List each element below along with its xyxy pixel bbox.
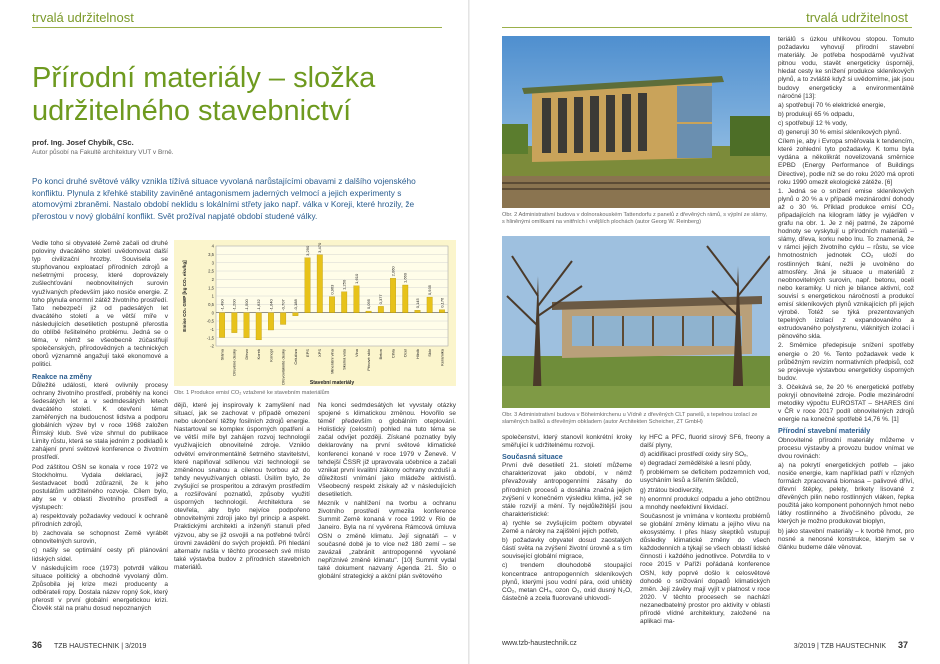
author-name: prof. Ing. Josef Chybík, CSc. <box>32 138 134 147</box>
subheading-prirodni: Přírodní stavební materiály <box>778 426 871 436</box>
data-label: 0,095 <box>366 299 372 310</box>
list-item: b) jako stavební materiály – k tvorbě hmot, pro nosné a nenosné konstrukce, kterým se v článku budeme dále věnovat. <box>778 527 914 551</box>
y-tick-label: 2,5 <box>208 268 214 274</box>
bar <box>317 255 322 313</box>
data-label: -1,040 <box>268 299 274 311</box>
paragraph: společenství, který stanovil konkrétní kroky směřující k udržitelnému rozvoji. <box>502 434 632 450</box>
paragraph: Současnost je vnímána v kontextu problémů se globální změny klimatu a jejího vlivu na ekosystémy. I přes hlasy skeptiků vstupují důsledky klimatické změny do všech každodenních a týkají se všech oblastí lidské činnosti i každého jednotlivce. Potvrdila to v roce 2015 v Paříži pořádaná konference OSN, kdy poprvé došlo k celosvětové dohodě o snižování dopadů klimatických změn. Její závěry mají vyjít v platnost v roce 2020. V těchto procesech se nachází nezanedbatelný prostor pro aktivity v oblasti přírodě vlídné architektury, založené na aplikaci ma- <box>640 512 770 626</box>
y-tick-label: 1,5 <box>208 285 214 291</box>
bar-chart <box>174 240 456 386</box>
data-label: 0,176 <box>439 297 445 308</box>
category-label: Skelná vata <box>341 349 347 370</box>
footer-url[interactable]: www.tzb-haustechnik.cz <box>502 640 577 647</box>
category-label: Keramika <box>439 349 445 366</box>
photo-tattendorf <box>502 36 770 208</box>
paragraph: První dvě desetiletí 21. století můžeme charakterizovat jako období, v němž převažovaly antropogenními zásahy do přírodních procesů a dosáhla značná jejich zvýšení v konečném výsledku klima, jež se stále rozvíjí a mění. Ty nejdůležitější jsou charakteristické: <box>502 462 632 518</box>
photo-tattendorf-image <box>502 36 770 208</box>
header-rule-left <box>32 27 442 28</box>
category-label: Sláma <box>219 349 225 361</box>
right-column-2 <box>640 434 770 640</box>
right-column-1 <box>502 434 632 640</box>
list-item: g) ztrátou biodiverzity, <box>640 486 704 494</box>
y-tick-label: 3 <box>211 260 214 266</box>
bar <box>378 306 383 312</box>
page-number: 36 <box>32 640 43 650</box>
bar <box>232 313 237 333</box>
data-label: 0,935 <box>427 285 433 296</box>
data-label: -1,200 <box>231 299 237 311</box>
paragraph: Pod záštitou OSN se konala v roce 1972 ve Stockholmu. Vydala deklaraci, jejíž šestadvacet bodů zdůraznil, že k jeho postulátům udržitelného rozvoje. Cílem bylo, aby se v oblasti životního prostředí a výstupech: <box>32 463 168 511</box>
magazine-name: TZB HAUSTECHNIK | 3/2019 <box>53 643 147 650</box>
list-item: a) na pokrytí energetických potřeb – jako nosiče energie, kam například patří v různých formách zpracovaná biomasa – palivové dříví, dřevní štěpky, pelety, brikety lisované z dřevěných pilin nebo rostlinných vláken, řepka použitá jako komponent pohonných hmot nebo látky rostlinného a živočišného původu, ze kterých je možno produkovat bioplyn, <box>778 461 914 526</box>
photo-boheimkirchen-caption: Obr. 3 Administrativní budova v Böheimkirchenu u Vídně z dřevěných CLT panelů, s tepelnou izolací ze slaměných balíků a dřevěným obkladem (autor Architekten Scheicher, ZT GmbH) <box>502 412 758 425</box>
y-tick-label: 4 <box>211 243 214 249</box>
y-tick-label: 3,5 <box>208 251 214 257</box>
y-tick-label: 0,5 <box>208 301 214 307</box>
header-rule-right <box>502 27 912 28</box>
category-label: Pěnové sklo <box>366 349 372 371</box>
author-affiliation: Autor působí na Fakultě architektury VUT v Brně. <box>32 149 174 156</box>
x-axis-label: Stavební materiály <box>309 380 355 386</box>
page-number: 37 <box>897 640 908 650</box>
list-item: b) produkují 65 % odpadu, <box>778 110 855 118</box>
list-item: ky HFC a PFC, fluorid sírový SF6, freony a další plyny, <box>640 434 770 450</box>
footer-left <box>32 640 146 650</box>
data-label: -0,188 <box>292 299 298 311</box>
y-tick-label: -1 <box>210 326 214 332</box>
chart-caption: Obr. 1 Produkce emisí CO₂ vztažené ke stavebním materiálům <box>174 390 330 396</box>
paragraph: Cílem je, aby i Evropa směřovala k tendencím, které zohlední tyto požadavky. K tomu byla vydána a několikrát novelizovaná směrnice EPBD (Energy Performance of Buildings Directive), podle níž se do roku 2020 má oproti roku 1990 omezit ekologické zátěže. [6] <box>778 138 914 186</box>
list-item: f) problémem se deficitem podzemních vod, usycháním lesů a šířením škůdců, <box>640 469 770 485</box>
data-label: 2,060 <box>390 266 396 277</box>
paragraph: dějů, které jej inspirovaly k zamyšlení nad situací, jak se zachovat v případě omezení nebo ukončení těžby fosilních zdrojů energie. Nastartoval se komplex úsporných opatření a ve větší míře byl zahájen rozvoj technologií využívajících obnovitelné zdroje. Vzniklo odvětví environmentálně šetrného stavitelství, které naplňoval sdílenou vizi technologií se změněnou snahou a cílenou tvorbou až do tehdy nevyužívaných oblastí. Úsilím bylo, že zvyšující se prosperitou a zdravým prostředím a rozšiřování poznatků, způsoby využití úsporných technologií. Architektura se otevřela, aby bylo nejvíce podpořeno obnovitelnými zdroji jako byl princip a aspekt. Praktickými architekti a inženýři stanuli před výzvou, aby se již osvojili a na potřebné tvůrčí úrovni zavádění do svých projektů. Při hledání alternativ našla v těchto procesech své místo také výstavba budov z přírodních stavebních materiálů. <box>174 402 310 571</box>
footer-right <box>794 640 908 650</box>
paragraph: teriálů s úzkou uhlíkovou stopou. Tomuto požadavku vyhovují přírodní stavební materiály. Je potřeba hospodárně využívat pitnou vodu, stavět energeticky úsporněji, hledat cesty ke snížení produkce skleníkových plynů, a to zvláště když si uvědomíme, jak jsou budovy energeticky a environmentálně náročné [13]: <box>778 36 914 100</box>
numbered-item: 3. Očekává se, že 20 % energetické potřeby pokryjí obnovitelné zdroje. Podle mezinárodní metodiky výpočtu EUROSTAT – SHARES činí v ČR v roce 2017 podíl obnovitelných zdrojů energie na konečné spotřebě 14,76 %. [1] <box>778 383 914 424</box>
y-tick-label: -1,5 <box>206 335 214 341</box>
category-label: EPS <box>304 349 310 358</box>
data-label: -1,500 <box>243 299 249 311</box>
y-tick-label: -2 <box>210 343 214 349</box>
section-label-right: trvalá udržitelnost <box>806 10 908 25</box>
section-label-left: trvalá udržitelnost <box>32 10 134 25</box>
bar <box>390 278 395 312</box>
list-item: c) spotřebují 12 % vody, <box>778 119 848 127</box>
y-axis-label: Emise CO₂ GWP [kg CO₂ ekv/kg] <box>182 260 187 332</box>
lead-paragraph: Po konci druhé světové války vznikla tížívá situace vyvolaná narůstajícími obavami z dalšího vojenského konfliktu. Plynula z křehké stability zaviněné antagonismem jaderných velmocí a jejich experimenty s atomovými zbraněmi. Nastalo období neklidu s lokálními střety jako např. válka v Koreji, které hrozily, že přerostou v nový globální konflikt. Svět prožíval napjaté období studené války. <box>32 176 416 221</box>
right-page <box>470 0 940 664</box>
category-label: Vlna <box>353 349 359 358</box>
bar <box>329 297 334 313</box>
bar <box>293 313 298 316</box>
bar <box>354 286 359 313</box>
y-tick-label: 2 <box>211 276 214 282</box>
category-label: Konopí <box>268 349 274 362</box>
data-label: -1,632 <box>256 299 262 311</box>
paragraph: Vedle toho si obyvatelé Země začali od druhé poloviny dvacátého století uvědomovat další typ civilizační hrozby. Souvisela se stupňovanou exploatací přírodních zdrojů a nešetrnými procesy, které doprovázely zušlechťování neobnovitelných surovin využívaných především jako nosiče energie. Z toho plynula enormní zátěž životního prostředí. Tato nebezpečí již od padesátých let dvacátého století a ve větší míře v následujících desetiletích postupně přerostla do oblíbě řešitelného problému. Jedná se o téma, v němž se všeobecně zúčastňují společenských, přírodovědných a technických oborů významně angažují také ekonomové a politici. <box>32 240 168 369</box>
data-label: 1,660 <box>402 272 408 283</box>
data-label: 0,963 <box>329 284 335 295</box>
list-item: e) degradací zemědělské a lesní půdy, <box>640 460 752 468</box>
list-item: h) enormní produkcí odpadu a jeho obtížnou a mnohdy neefektivní likvidací. <box>640 495 770 511</box>
list-item: a) respektovaly požadavky vedoucí k ochraně přírodních zdrojů, <box>32 513 168 529</box>
bar <box>244 313 249 338</box>
bar <box>256 313 261 340</box>
bar <box>427 297 432 313</box>
article-title: Přírodní materiály – složka udržitelného stavebnictví <box>32 62 376 127</box>
data-label: 1,610 <box>353 273 359 284</box>
bar <box>280 313 285 325</box>
list-item: c) našly se optimální cesty při plánování lidských sídel. <box>32 547 168 563</box>
left-column-1 <box>32 240 168 640</box>
subheading-reakce: Reakce na změny <box>32 371 92 381</box>
data-label: -0,707 <box>280 299 286 311</box>
bar <box>415 310 420 312</box>
magazine-name: 3/2019 | TZB HAUSTECHNIK <box>793 643 887 650</box>
category-label: Cihla <box>390 349 396 359</box>
bar <box>439 310 444 313</box>
paragraph: Důležité události, které ovlivnily procesy ochrany životního prostředí, proběhly na konci šedesátých let a v sedmdesátých letech dvacátého století. K otevření témat zaměřených na budoucnost lidstva a podporu globálních výzev byl v roce 1968 založen Římský klub. Své vize shrnul do publikace Limity růstu, která se stala jedním z podkladů k zahájení první světové konference o životním prostředí. <box>32 381 168 462</box>
bar <box>366 311 371 313</box>
left-column-2 <box>174 402 310 640</box>
data-label: 0,145 <box>414 298 420 309</box>
bar <box>268 313 273 330</box>
y-tick-label: -0,5 <box>206 318 214 324</box>
photo-boheimkirchen <box>502 236 770 408</box>
paragraph: Obnovitelné přírodní materiály můžeme v procesu výstavby a provozu budov vnímat ve dvou rovinách: <box>778 436 914 460</box>
data-label: 0,377 <box>378 294 384 305</box>
category-label: Hliník <box>414 349 420 360</box>
list-item: d) acidifikací prostředí oxidy síry SOₓ, <box>640 451 748 459</box>
data-label: 1,250 <box>341 279 347 290</box>
category-label: Ocel <box>402 349 408 358</box>
bar <box>341 292 346 313</box>
paragraph: Mezník v nahlížení na tvorbu a ochranu životního prostředí vymezila konference Summit Země konaná v roce 1992 v Rio de Janeiro. Byla na ní vyvěrena Rámcová úmluva OSN o změně klimatu. Její signatáři – v současné době je to více než 180 zemí – se zavázali „zabránit antropogenně vyvolané nepříznivé změně klimatu". [10] Summit vydal také dokument nazvaný Agenda 21. Šlo o globální strategický a akční plán světového <box>318 500 456 580</box>
list-item: b) požadavky obyvatel dosud zaostalých částí světa na zvýšení životní úrovně a s tím související globální migrace, <box>502 537 632 561</box>
bar <box>305 258 310 313</box>
category-label: Celulóza <box>292 349 298 365</box>
list-item: a) rychle se zvyšujícím počtem obyvatel Země a nároky na zajištění jejich potřeb, <box>502 519 632 536</box>
left-column-3 <box>318 402 456 640</box>
list-item: b) zachovala se schopnost Země vyrábět obnovitelných surovin, <box>32 530 168 546</box>
category-label: Korek <box>256 349 262 360</box>
y-tick-label: 1 <box>211 293 214 299</box>
category-label: Dřevěné desky <box>231 349 237 376</box>
category-label: Beton <box>378 349 384 360</box>
subheading-soucasna: Současná situace <box>502 452 563 462</box>
category-label: Sklo <box>427 349 433 357</box>
photo-tattendorf-caption: Obr. 2 Administrativní budova v dolnorakouském Tattendorfu z panelů z dřevěných rámů, s výplní ze slámy, s hliněnými omítkami na vnitřních i vnějších plochách (autor Georg W. Reinberg) <box>502 212 768 225</box>
numbered-item: 2. Směrnice předepisuje snížení spotřeby energie o 20 %. Tento požadavek vede k průběžným revizím normativních předpisů, což se projevuje výstavbou energeticky úsporných budov. <box>778 342 914 382</box>
right-column-3 <box>778 36 914 640</box>
list-item: c) trendem dlouhodobě stoupající koncentrace antropogenních skleníkových plynů, kterými jsou vodní pára, oxid uhličitý CO₂, metan CH₄, ozon O₃, oxid dusný N₂O, částečně a zcela fluorované uhlovodí- <box>502 562 632 602</box>
data-label: 3,470 <box>317 242 323 253</box>
data-label: -1,490 <box>219 299 225 311</box>
list-item: a) spotřebují 70 % elektrické energie, <box>778 101 886 109</box>
list-item: d) generují 30 % emisí skleníkových plynů. <box>778 129 902 137</box>
paragraph: Na konci sedmdesátých let vyvstaly otázky spojené s klimatickou změnou. Hovořilo se téměř především o globálním oteplování. Holistický (celostní) pohled na tuto téma se začal odvíjet později. Získané poznatky byly deklarovány na první světové klimatické konferenci konané v roce 1979 v Ženevě. V tehdejší ČSSR již upravovala učebnice a začali vznikat první kvalitní zákony ochrany ovzduší a důležitostí vnímání jako mládeže aktivistů. Všeobecný respekt získaly až v následujících desetiletích. <box>318 402 456 499</box>
category-label: Minerální vlna <box>329 349 335 374</box>
bar <box>403 285 408 313</box>
category-label: Dřevo <box>243 349 249 360</box>
photo-boheimkirchen-image <box>502 236 770 408</box>
chart-panel <box>174 240 456 386</box>
numbered-item: 1. Jedná se o snížení emise skleníkových plynů o 20 % a v případě mezinárodní dohody až o 30 %. Příklad produkce emisí CO₂ připadajících na kilogram látky je vyjádřen v grafu na obr. 1. Je z něj patrné, že záporné hodnoty se vyskytují u přírodních materiálů – slámy, dřeva, korku nebo lnu. To znamená, že v rámci jejich životního cyklu – růstu, se více hmotnostních jednotek CO₂ uloží do rostlinných tkání, nežli je uvolněno do atmosféry. Jiná je situace u materiálů z neobnovitelných surovin, např. betonu, oceli nebo keramiky. U nich je bilance aktivní, což souvisí s energetickou náročností a produkcí emisí skleníkových plynů vznikajících při jejich výrobě. Totéž se týká prezentovaných tepelných izolací z expandovaného a extrudovaného polystyrenu, vláknitých izolací i pěnového skla. <box>778 187 914 341</box>
data-label: 3,290 <box>304 245 310 256</box>
y-tick-label: 0 <box>211 310 214 316</box>
category-label: Dřevovláknité desky <box>280 349 286 385</box>
paragraph: V následujícím roce (1973) potvrdil válkou situace politický a obchodně vyvolaný dům. Způsobila jej krize mezi producenty a odběrateli ropy. Dostala název ropný šok, který přerostl v první globální energetickou krizi. Člověk stál na prahu dosud nepoznaných <box>32 564 168 613</box>
category-label: XPS <box>317 349 323 358</box>
bar <box>219 313 224 338</box>
